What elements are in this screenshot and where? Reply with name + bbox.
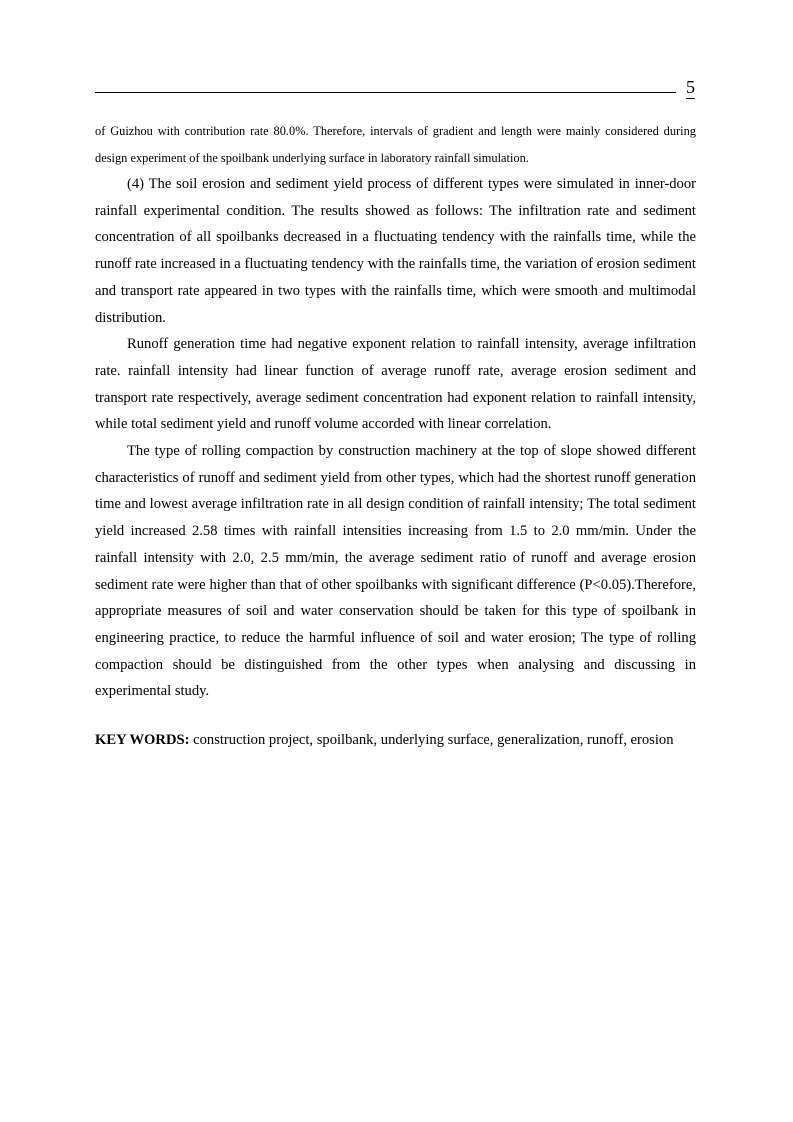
page-body bbox=[95, 118, 696, 754]
keywords-label: KEY WORDS: bbox=[95, 732, 190, 749]
paragraph-results: (4) The soil erosion and sediment yield process of different types were simulated in inner-door rainfall experimental condition. The results showed as follows: The infiltration rate and sediment concentration of all spoilbanks decreased in a fluctuating tendency with the rainfalls time, while the runoff rate increased in a fluctuating tendency with the rainfalls time, the variation of erosion sediment and transport rate appeared in two types with the rainfalls time, which were smooth and multimodal distribution. bbox=[95, 176, 696, 326]
continuation-paragraph: of Guizhou with contribution rate 80.0%. Therefore, intervals of gradient and length were mainly considered during design experiment of the spoilbank underlying surface in laboratory rainfall simulation. bbox=[95, 124, 696, 165]
paragraph-runoff-relations: Runoff generation time had negative exponent relation to rainfall intensity, average infiltration rate. rainfall intensity had linear function of average runoff rate, average erosion sediment and transport rate respectively, average sediment concentration had exponent relation to rainfall intensity, while total sediment yield and runoff volume accorded with linear correlation. bbox=[95, 336, 696, 433]
page-number: 5 bbox=[686, 77, 695, 97]
paragraph-rolling-compaction: The type of rolling compaction by construction machinery at the top of slope showed different characteristics of runoff and sediment yield from other types, which had the shortest runoff generation time and lowest average infiltration rate in all design condition of rainfall intensity; The total sediment yield increased 2.58 times with rainfall intensities increasing from 1.5 to 2.0 mm/min. Under the rainfall intensity with 2.0, 2.5 mm/min, the average sediment ratio of runoff and average erosion sediment rate were higher than that of other spoilbanks with significant difference (P<0.05).Therefore, appropriate measures of soil and water conservation should be taken for this type of spoilbank in engineering practice, to reduce the harmful influence of soil and water erosion; The type of rolling compaction should be distinguished from the other types when analysing and discussing in experimental study. bbox=[95, 443, 696, 700]
header-rule bbox=[95, 92, 676, 93]
keywords-text: construction project, spoilbank, underlying surface, generalization, runoff, erosion bbox=[189, 732, 674, 749]
keywords bbox=[95, 727, 696, 754]
